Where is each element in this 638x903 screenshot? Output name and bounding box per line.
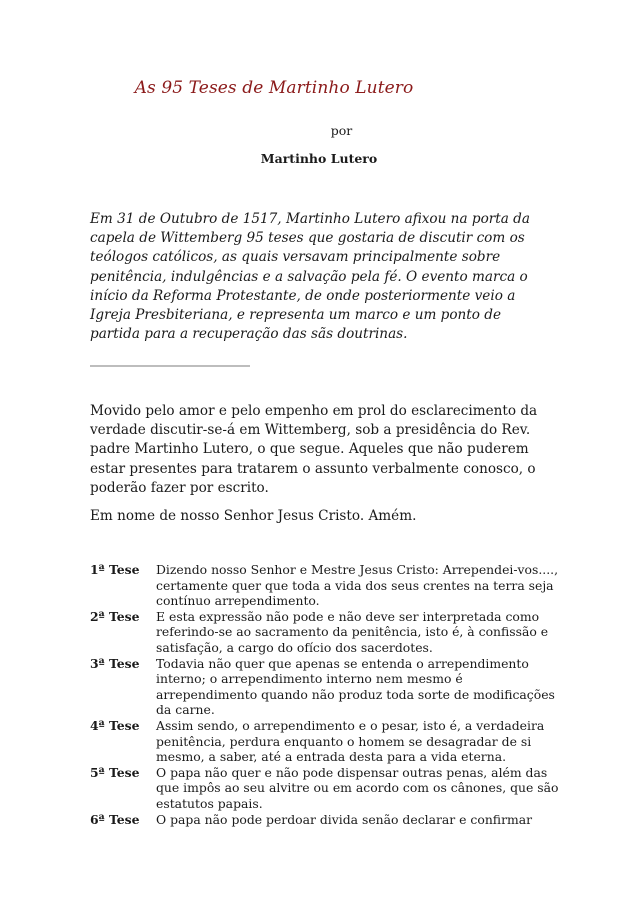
thesis-item — [90, 718, 560, 765]
body-paragraph-1: Movido pelo amor e pelo empenho em prol do esclarecimento da verdade discutir-se-á em Wittemberg, sob a presidência do Rev. padre Martinho Lutero, o que segue. Aqueles que não puderem estar presentes para tratarem o assunto verbalmente conosco, o poderão fazer por escrito. — [90, 403, 538, 496]
document-title — [0, 78, 638, 98]
intro-paragraph: Em 31 de Outubro de 1517, Martinho Lutero afixou na porta da capela de Wittemberg 95 teses que gostaria de discutir com os teólogos católicos, as quais versavam principalmente sobre penitência, indulgências e a salvação pela fé. O evento marca o início da Reforma Protestante, de onde posteriormente veio a Igreja Presbiteriana, e representa um marco e um ponto de partida para a recuperação das sãs doutrinas. — [90, 211, 530, 343]
theses-list — [90, 562, 560, 827]
thesis-text: Assim sendo, o arrependimento e o pesar, isto é, a verdadeira penitência, perdura enquanto o homem se desagradar de si mesmo, a saber, até a entrada desta para a vida eterna. — [156, 717, 545, 765]
thesis-label: 2ª Tese — [90, 608, 140, 624]
author-name-text: Martinho Lutero — [260, 151, 378, 166]
thesis-item — [90, 656, 560, 718]
thesis-label: 5ª Tese — [90, 764, 140, 780]
thesis-text: O papa não pode perdoar divida senão declarar e confirmar — [156, 811, 533, 827]
thesis-text: Todavia não quer que apenas se entenda o arrependimento interno; o arrependimento interno nem mesmo é arrependimento quando não produz toda sorte de modificações da carne. — [156, 655, 555, 718]
thesis-item — [90, 812, 560, 828]
by-line — [0, 123, 638, 138]
thesis-label: 3ª Tese — [90, 655, 140, 671]
thesis-item — [90, 765, 560, 812]
thesis-item — [90, 609, 560, 656]
thesis-text: Dizendo nosso Senhor e Mestre Jesus Cristo: Arrependei-vos...., certamente quer que toda a vida dos seus crentes na terra seja contínuo arrependimento. — [156, 562, 559, 609]
document-title-text: As 95 Teses de Martinho Lutero — [134, 78, 414, 98]
thesis-item — [90, 562, 560, 609]
thesis-text: E esta expressão não pode e não deve ser interpretada como referindo-se ao sacramento da penitência, isto é, à confissão e satisfação, a cargo do ofício dos sacerdotes. — [156, 608, 549, 655]
thesis-label: 1ª Tese — [90, 562, 140, 577]
by-line-text: por — [330, 123, 353, 138]
thesis-text: O papa não quer e não pode dispensar outras penas, além das que impôs ao seu alvitre ou em acordo com os cânones, que são estatutos papais. — [156, 764, 559, 811]
thesis-label: 4ª Tese — [90, 717, 140, 733]
section-divider — [90, 365, 250, 367]
author-name — [0, 151, 638, 166]
thesis-label: 6ª Tese — [90, 811, 140, 827]
body-paragraph-2: Em nome de nosso Senhor Jesus Cristo. Amém. — [90, 508, 417, 524]
